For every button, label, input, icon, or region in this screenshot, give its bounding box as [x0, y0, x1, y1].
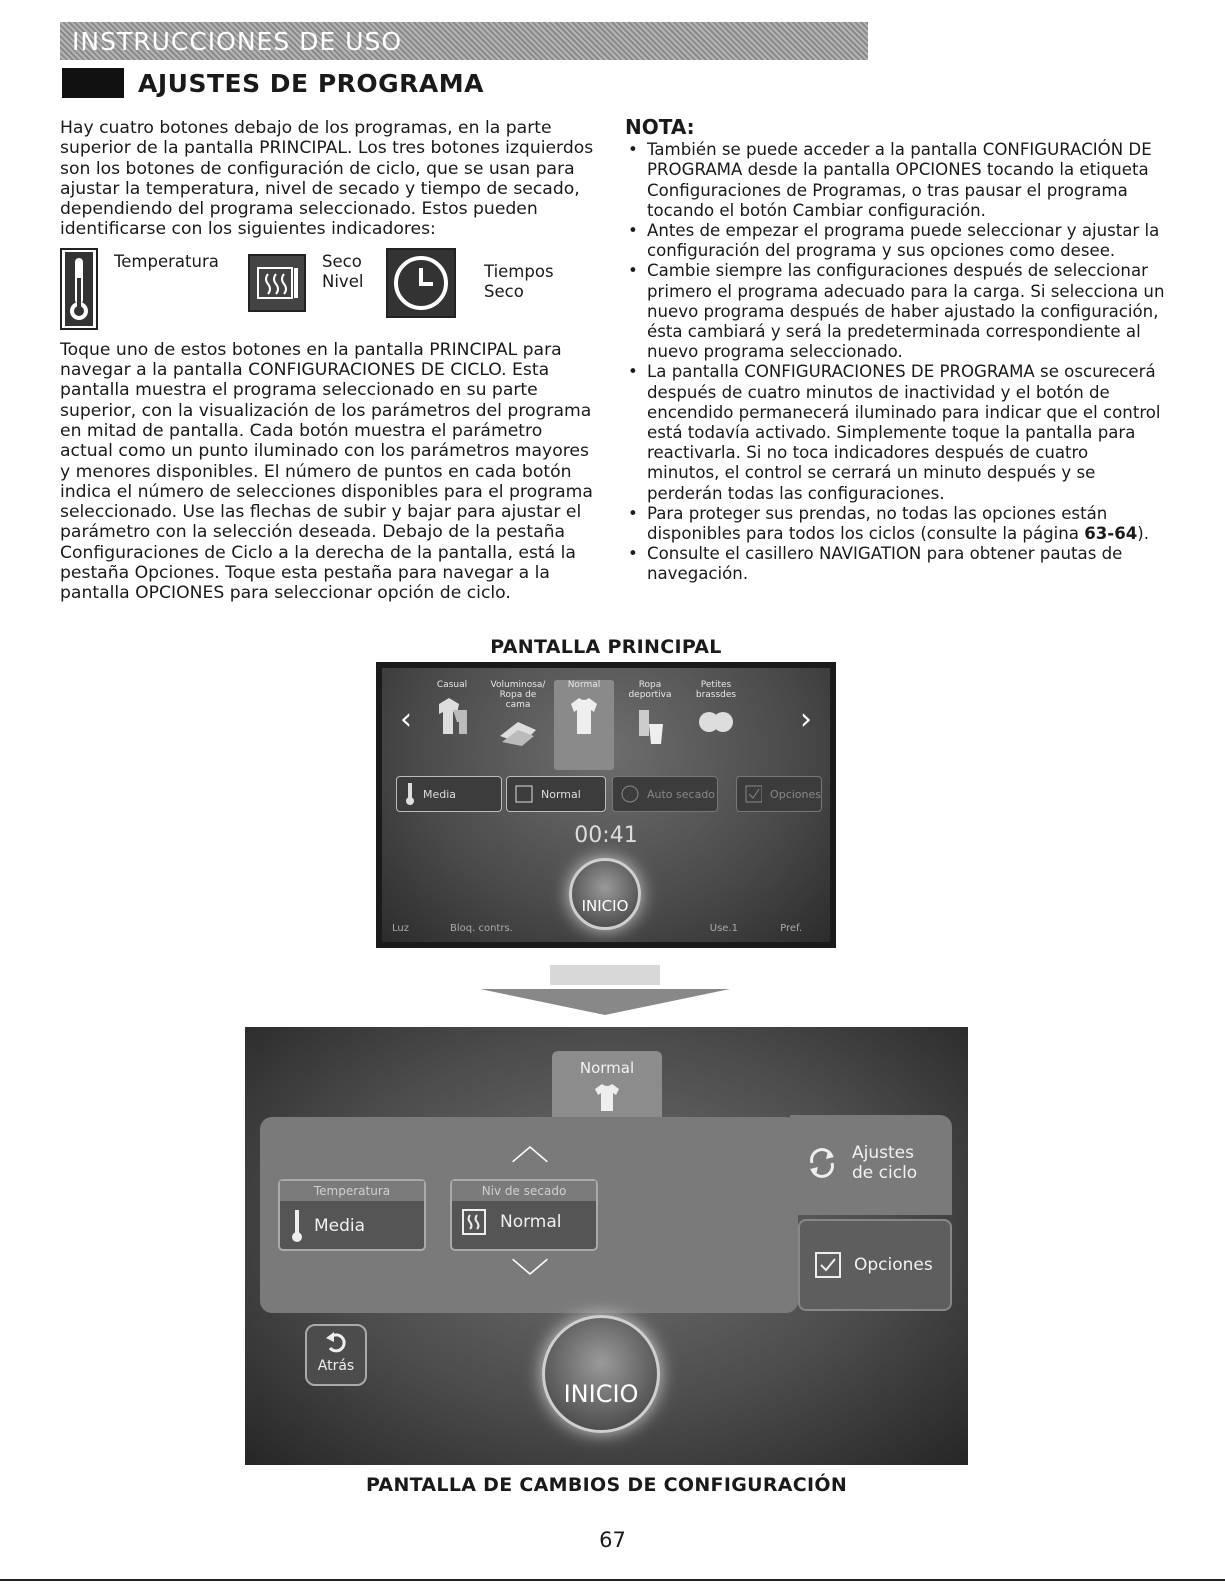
settings-screen-image — [245, 1027, 968, 1465]
indicator-temp-label: Temperatura — [114, 251, 219, 271]
tab-options[interactable] — [798, 1219, 952, 1311]
section-title: AJUSTES DE PROGRAMA — [138, 68, 484, 98]
back-arrow-icon — [324, 1332, 348, 1354]
dry-level-setting-value: Normal — [500, 1212, 562, 1232]
start-button[interactable] — [542, 1315, 660, 1433]
nota-item: • La pantalla CONFIGURACIONES DE PROGRAMA se oscurecerá después de cuatro minutos de inactividad y el botón de encendido permanecerá iluminado para indicar que el control está todavía activado. Simplemente toque la pantalla para reactivarla. Si no toca indicadores después de cuatro minutos, el control se cerrará un minuto después y se perderán todas las configuraciones. — [625, 362, 1165, 503]
footer-rule — [0, 1579, 1225, 1581]
next-program-arrow-icon[interactable]: › — [800, 702, 812, 737]
indicator-nivel-label: Nivel — [322, 271, 364, 291]
indicator-seco-label: Seco — [322, 251, 362, 271]
user-button-label[interactable]: Use.1 — [709, 923, 738, 934]
right-column — [625, 117, 1165, 585]
checkbox-icon — [745, 785, 762, 803]
tab-cycle-settings-label: Ajustes de ciclo — [852, 1143, 918, 1183]
nota-item-pages — [625, 504, 1165, 544]
indicator-tiempos-seco-label: Seco — [484, 281, 524, 301]
dry-level-button[interactable] — [506, 776, 606, 812]
temperature-button-label: Media — [423, 787, 457, 801]
options-button[interactable] — [736, 776, 822, 812]
program-label: Normal — [567, 680, 601, 690]
dry-level-button-label: Normal — [541, 787, 581, 801]
page-reference-close: ). — [1137, 524, 1150, 544]
program-carousel — [422, 680, 746, 770]
auto-dry-button[interactable] — [612, 776, 718, 812]
program-label: Voluminosa/ Ropa de cama — [490, 680, 546, 710]
lock-button-label[interactable]: Bloq. contrs. — [450, 923, 513, 934]
banner-title: INSTRUCCIONES DE USO — [72, 27, 402, 56]
clock-icon — [386, 248, 456, 318]
start-button-label: INICIO — [563, 1380, 639, 1408]
page-number: 67 — [599, 1528, 626, 1552]
nota-item: • Antes de empezar el programa puede seleccionar y ajustar la configuración del programa y sus opciones como desee. — [625, 221, 1165, 261]
dry-level-setting-header: Niv de secado — [452, 1181, 596, 1201]
time-display: 00:41 — [574, 823, 638, 848]
bra-icon — [698, 706, 734, 736]
options-button-label: Opciones — [770, 787, 821, 801]
back-button-label: Atrás — [317, 1358, 355, 1374]
program-label: Ropa deportiva — [628, 680, 672, 700]
body-paragraph: Toque uno de estos botones en la pantalla PRINCIPAL para navegar a la pantalla CONFIGURACIONES DE CICLO. Esta pantalla muestra el programa seleccionado en su parte superior, con la visualización de los parámetros del programa en mitad de pantalla. Cada botón muestra el parámetro actual como un punto iluminado con los parámetros mayores y menores disponibles. El número de puntos en cada botón indica el número de selecciones disponibles para el programa seleccionado. Use las flechas de subir y bajar para ajustar el parámetro con la selección deseada. Debajo de la pestaña Configuraciones de Ciclo a la derecha de la pantalla, está la pestaña Opciones. Toque esta pestaña para navegar a la pantalla OPCIONES para seleccionar opción de ciclo. — [60, 339, 593, 604]
checkbox-icon — [814, 1251, 842, 1279]
nota-item: • También se puede acceder a la pantalla CONFIGURACIÓN DE PROGRAMA desde la pantalla OPCIONES tocando la etiqueta Configuraciones de Programas, o tras pausar el programa tocando el botón Cambiar configuración. — [625, 140, 1165, 221]
program-label: Petites brassdes — [695, 680, 737, 700]
start-button-label: INICIO — [581, 897, 629, 915]
main-screen-display — [382, 668, 830, 942]
tab-options-label: Opciones — [854, 1255, 933, 1275]
heading-block — [62, 68, 124, 98]
prev-program-arrow-icon[interactable]: ‹ — [400, 702, 412, 737]
program-bulky[interactable] — [488, 680, 548, 770]
chevron-down-icon[interactable]: ﹀ — [511, 1256, 550, 1300]
program-small-items[interactable] — [686, 680, 746, 770]
shirt-icon — [567, 696, 601, 736]
clock-icon — [621, 785, 639, 803]
program-normal-selected[interactable] — [554, 680, 614, 770]
dry-level-icon — [462, 1209, 490, 1235]
refresh-icon — [804, 1145, 840, 1181]
program-casual[interactable] — [422, 680, 482, 770]
preferences-button-label[interactable]: Pref. — [780, 923, 802, 934]
thermometer-icon — [405, 782, 415, 806]
selected-program-label: Normal — [579, 1059, 635, 1077]
bottom-bar — [382, 912, 830, 942]
page-reference: 63-64 — [1084, 524, 1138, 544]
dry-level-icon — [248, 254, 306, 312]
left-column — [60, 118, 595, 604]
main-screen-image — [376, 662, 836, 948]
program-sports[interactable] — [620, 680, 680, 770]
sportswear-icon — [633, 706, 667, 746]
tab-cycle-settings[interactable] — [790, 1115, 952, 1215]
nota-item: • Consulte el casillero NAVIGATION para obtener pautas de navegación. — [625, 544, 1165, 584]
nota-item-text: Para proteger sus prendas, no todas las opciones están disponibles para todos los ciclos (consulte la página — [647, 503, 1108, 544]
nota-item: • Cambie siempre las configuraciones después de seleccionar primero el programa adecuado para la carga. Si selecciona un nuevo programa después de haber ajustado la configuración, ésta cambiará y será la predeterminada correspondiente al nuevo programa seleccionado. — [625, 261, 1165, 362]
intro-paragraph: Hay cuatro botones debajo de los programas, en la parte superior de la pantalla PRINCIPAL. Los tres botones izquierdos son los botones de configuración de ciclo, que se usan para ajustar la temperatura, nivel de secado y tiempo de secado, dependiendo del programa seleccionado. Estos pueden identificarse con los siguientes indicadores: — [60, 118, 594, 240]
temperature-setting-header: Temperatura — [280, 1181, 424, 1201]
dry-level-setting-card[interactable] — [450, 1179, 598, 1251]
temperature-setting-card[interactable] — [278, 1179, 426, 1251]
bedding-icon — [498, 716, 538, 746]
dry-level-icon — [515, 785, 533, 803]
temperature-setting-value: Media — [314, 1216, 366, 1236]
auto-dry-button-label: Auto secado — [647, 787, 716, 801]
thermometer-icon — [60, 248, 98, 330]
light-button-label[interactable]: Luz — [392, 923, 409, 934]
nota-title: NOTA: — [625, 115, 695, 139]
temperature-button[interactable] — [396, 776, 502, 812]
nota-list — [625, 140, 1165, 584]
shirt-icon — [592, 1083, 622, 1113]
indicator-tiempos-label: Tiempos — [484, 261, 554, 281]
chevron-up-icon[interactable]: ︿ — [511, 1124, 550, 1168]
section-banner — [60, 22, 868, 60]
down-arrow-icon — [480, 965, 730, 1015]
back-button[interactable] — [305, 1324, 367, 1386]
thermometer-icon — [290, 1209, 304, 1243]
casual-clothes-icon — [435, 696, 469, 736]
indicator-row — [60, 246, 595, 338]
program-label: Casual — [436, 680, 468, 690]
caption-settings-screen: PANTALLA DE CAMBIOS DE CONFIGURACIÓN — [365, 1474, 848, 1496]
caption-main-screen: PANTALLA PRINCIPAL — [490, 636, 722, 658]
section-heading — [62, 68, 484, 98]
